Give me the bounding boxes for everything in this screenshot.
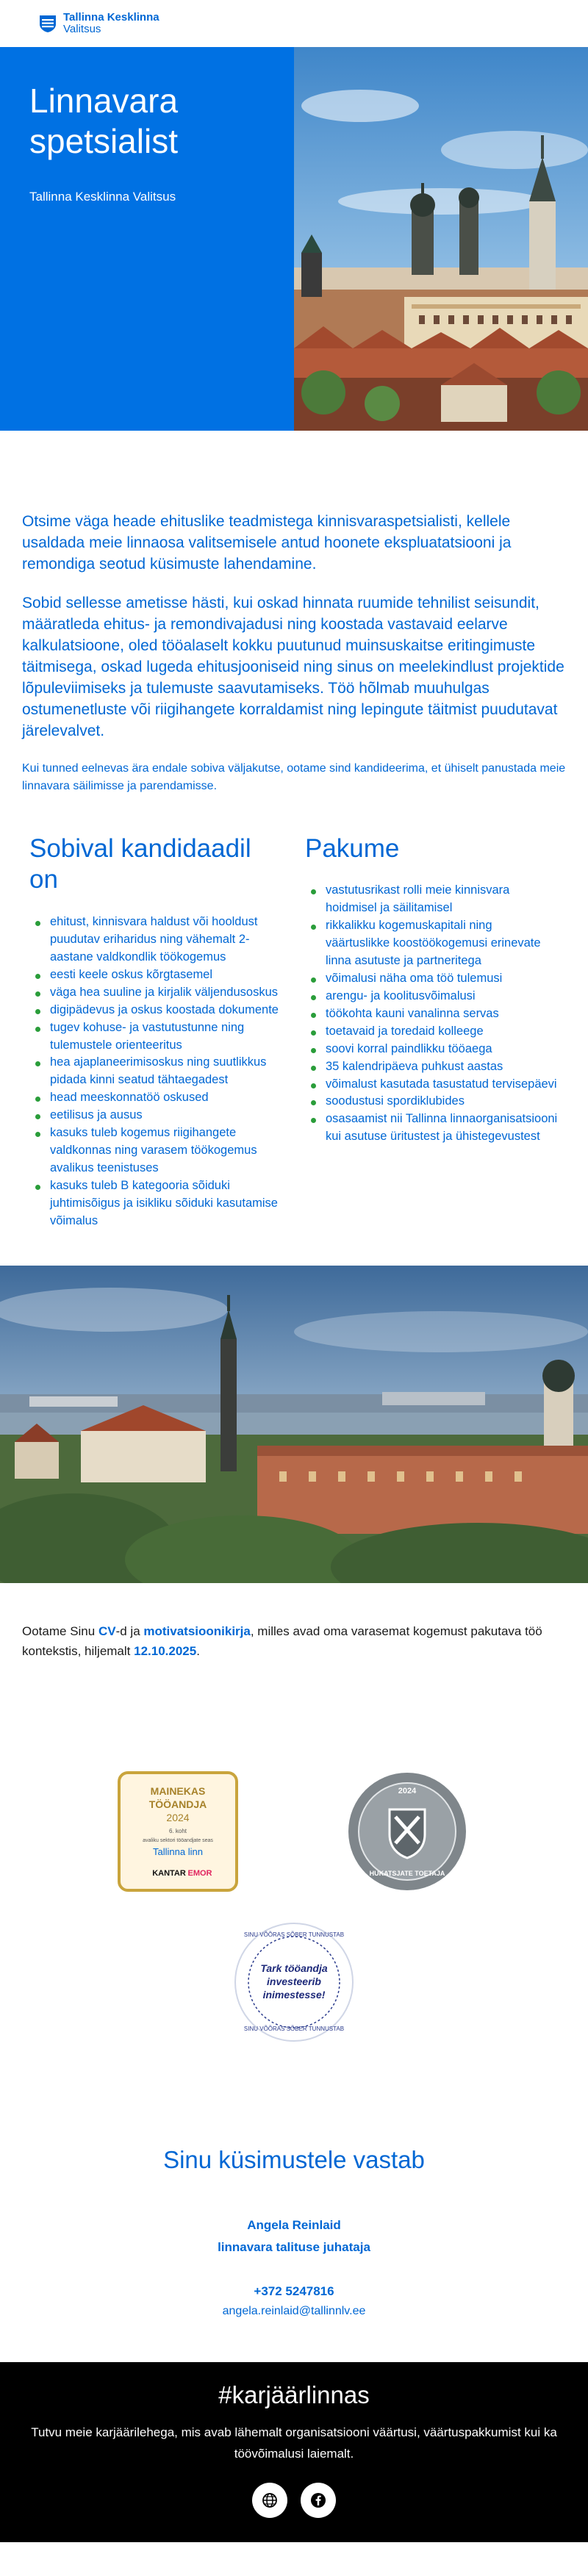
social-links (15, 2483, 573, 2518)
list-item: osasaamist nii Tallinna linnaorganisatsiooni kui asutuse üritustest ja ühistegevustest (305, 1111, 559, 1146)
contact-email[interactable]: angela.reinlaid@tallinnlv.ee (222, 2305, 366, 2318)
candidate-heading: Sobival kandidaadil on (29, 833, 251, 894)
svg-text:2024: 2024 (166, 1812, 190, 1824)
svg-text:HUKATSJATE TOETAJA: HUKATSJATE TOETAJA (369, 1870, 445, 1878)
list-item: digipädevus ja oskus koostada dokumente (29, 1002, 283, 1019)
footer (0, 2362, 588, 2542)
list-item: arengu- ja koolitusvõimalusi (305, 988, 559, 1005)
panorama-image (0, 1266, 588, 1583)
svg-text:MAINEKAS: MAINEKAS (150, 1785, 206, 1798)
list-item: toetavaid ja toredaid kolleege (305, 1023, 559, 1041)
tallinn-panorama-photo (0, 1266, 588, 1583)
list-item: ehitust, kinnisvara haldust või hooldust puudutav eriharidus ning vähemalt 2-aastane valdkondlik töökogemus (29, 914, 283, 966)
employer-name: Tallinna Kesklinna Valitsus (29, 190, 176, 204)
list-item: võimalust kasutada tasustatud tervisepäevi (305, 1076, 559, 1094)
contact-section (0, 2146, 588, 2362)
list-item: töökohta kauni vanalinna servas (305, 1005, 559, 1023)
svg-text:2024: 2024 (398, 1787, 417, 1796)
offer-column (305, 833, 559, 1230)
list-item: tugev kohuse- ja vastutustunne ning tulemustele orienteeritus (29, 1019, 283, 1055)
smart-employer-badge (234, 1922, 354, 2046)
svg-text:investeerib: investeerib (267, 1976, 321, 1988)
contact-phone[interactable]: +372 5247816 (254, 2284, 334, 2299)
list-item: vastutusrikast rolli meie kinnisvara hoidmisel ja säilitamisel (305, 882, 559, 917)
offer-heading: Pakume (305, 833, 400, 863)
smart-employer-award-icon (234, 1922, 354, 2042)
list-item: head meeskonnatöö oskused (29, 1089, 283, 1107)
list-item: kasuks tuleb kogemus riigihangete valdkonnas ning varasem töökogemus avalikus teenistuses (29, 1124, 283, 1177)
contact-role: linnavara talituse juhataja (218, 2240, 370, 2255)
hero-panel (0, 47, 294, 431)
deadline-date: 12.10.2025 (134, 1643, 197, 1658)
veterans-award-icon (347, 1771, 467, 1892)
list-item: võimalusi näha oma töö tulemusi (305, 970, 559, 988)
svg-text:SINU VÕÕRAS SÕBER TUNNUSTAB: SINU VÕÕRAS SÕBER TUNNUSTAB (243, 2026, 345, 2033)
svg-text:inimestesse!: inimestesse! (262, 1989, 326, 2001)
logo-line1: Tallinna Kesklinna (63, 11, 159, 24)
awards-section (0, 1661, 588, 2146)
list-item: eesti keele oskus kõrgtasemel (29, 966, 283, 984)
svg-text:Tark tööandja: Tark tööandja (260, 1962, 328, 1975)
svg-text:EMOR: EMOR (187, 1869, 212, 1879)
logo[interactable] (38, 12, 159, 35)
facebook-icon (310, 2492, 326, 2508)
intro-paragraph-1: Otsime väga heade ehituslike teadmistega kinnisvaraspetsialisti, kellele usaldada meie linnaosa valitsemisele antud hoonete ekspluatatsiooni ja remondiga seotud küsimuste lahendamine. (22, 513, 512, 573)
requirements-offer-section (0, 795, 588, 1230)
list-item: 35 kalendripäeva puhkust aastas (305, 1058, 559, 1076)
facebook-button[interactable] (301, 2483, 336, 2518)
tallinn-shield-icon (38, 14, 57, 33)
candidate-column (29, 833, 283, 1230)
job-title: Linnavara spetsialist (29, 82, 179, 161)
intro-paragraph-2: Sobid sellesse ametisse hästi, kui oskad hinnata ruumide tehnilist seisundit, määratleda ehitus- ja remondivajadusi ning koostada vastavaid eelarve kalkulatsioone, oled tööalaselt kokku puutunud muinsuskaitse eritingimuste täitmisega, oskad lugeda ehitusjooniseid ning sinus on meelekindlust projektide lõpuleviimiseks ja tulemuste saavutamiseks. Töö hõlmab muuhulgas ostumenetluste või riigihangete korraldamist ning lepingute täitmist puudutavat järelevalvet. (22, 594, 564, 739)
hero-image (294, 47, 588, 431)
career-hashtag: #karjäärlinnas (218, 2381, 370, 2409)
list-item: soodustusi spordiklubides (305, 1093, 559, 1111)
svg-text:KANTAR: KANTAR (152, 1869, 186, 1879)
cv-link[interactable]: CV (98, 1624, 116, 1638)
list-item: hea ajaplaneerimisoskus ning suutlikkus pidada kinni seatud tähtaegadest (29, 1054, 283, 1089)
svg-text:SINU VÕÕRAS SÕBER TUNNUSTAB: SINU VÕÕRAS SÕBER TUNNUSTAB (243, 1931, 345, 1939)
intro-section (0, 431, 588, 795)
logo-line2: Valitsus (63, 23, 101, 35)
motivation-letter-link[interactable]: motivatsioonikirja (143, 1624, 251, 1638)
top-bar (0, 0, 588, 47)
svg-text:Tallinna linn: Tallinna linn (153, 1846, 203, 1858)
hero (0, 47, 588, 431)
footer-description: Tutvu meie karjäärilehega, mis avab lähemalt organisatsiooni väärtusi, väärtuspakkumist kui ka töövõimalusi laiemalt. (31, 2425, 557, 2461)
veterans-supporter-badge (347, 1771, 467, 1895)
apply-section: Ootame Sinu CV-d ja motivatsioonikirja, milles avad oma varasemat kogemust pakutava töö kontekstis, hiljemalt 12.10.2025. (22, 1624, 542, 1658)
svg-text:6. koht: 6. koht (168, 1828, 187, 1835)
contact-name: Angela Reinlaid (247, 2218, 341, 2233)
svg-text:avaliku sektori tööandjate sea: avaliku sektori tööandjate seas (143, 1838, 213, 1844)
list-item: rikkalikku kogemuskapitali ning väärtuslikke koostöökogemusi erinevate linna asutuste ja partneritega (305, 917, 559, 970)
list-item: eetilisus ja ausus (29, 1107, 283, 1124)
intro-paragraph-3: Kui tunned eelnevas ära endale sobiva väljakutse, ootame sind kandideerima, et ühiselt panustada meie linnavara säilimisse ja parendamisse. (22, 761, 566, 792)
svg-text:TÖÖANDJA: TÖÖANDJA (148, 1798, 207, 1811)
tallinn-oldtown-photo (294, 47, 588, 431)
list-item: soovi korral paindlikku tööaega (305, 1041, 559, 1058)
reputable-employer-badge (118, 1771, 238, 1895)
employer-award-icon (118, 1771, 238, 1892)
list-item: kasuks tuleb B kategooria sõiduki juhtimisõigus ja isikliku sõiduki kasutamise võimalus (29, 1177, 283, 1230)
globe-icon (262, 2492, 278, 2508)
candidate-list (29, 914, 283, 1230)
contact-heading: Sinu küsimustele vastab (163, 2146, 425, 2174)
list-item: väga hea suuline ja kirjalik väljendusoskus (29, 984, 283, 1002)
website-button[interactable] (252, 2483, 287, 2518)
offer-list (305, 882, 559, 1146)
